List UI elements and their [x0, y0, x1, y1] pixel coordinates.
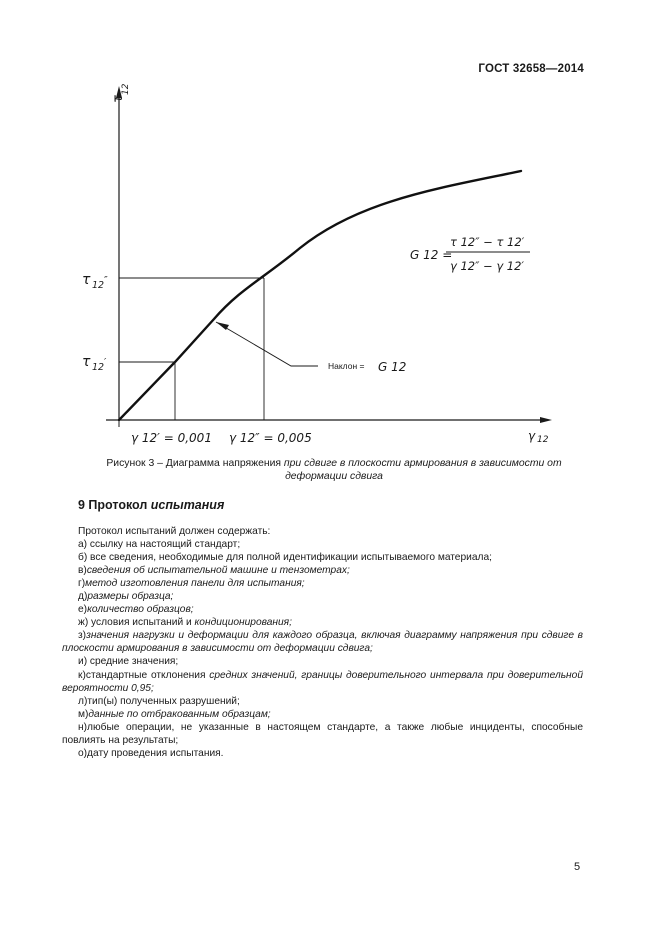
- section-number: 9 Протокол: [78, 498, 151, 512]
- y-axis-label-subscript: 12: [121, 83, 131, 95]
- list-item-z-text: значения нагрузки и деформации для каждого образца, включая диаграмму напряжения при сдвиге в плоскости армирования в зависимости от деформации сдвига;: [62, 630, 583, 655]
- list-item-zh-prefix: ж) условия испытаний и: [78, 617, 195, 629]
- slope-label: Наклон =: [328, 361, 365, 371]
- figure-caption: [60, 457, 608, 483]
- document-standard-number: ГОСТ 32658—2014: [478, 63, 584, 75]
- x-axis-label-subscript: 12: [537, 435, 549, 445]
- y-axis-label: τ: [111, 95, 126, 103]
- list-item-zh-text: кондиционирования;: [194, 617, 292, 629]
- list-item-i: и) средние значения;: [78, 656, 179, 668]
- list-item-g-prefix: г): [78, 578, 86, 590]
- formula-numerator: τ 12″ − τ 12′: [450, 235, 525, 249]
- list-item-k-text: средних значений, границы доверительного интервала при доверительной вероятности 0,95;: [62, 669, 583, 694]
- list-item-e: [62, 603, 583, 616]
- list-item-d-prefix: д): [78, 591, 88, 603]
- tau2-label-subscript: 12: [92, 280, 105, 291]
- list-item-m-prefix: м): [78, 708, 89, 720]
- tau1-label-subscript: 12: [92, 362, 105, 373]
- list-item-e-prefix: е): [78, 604, 88, 616]
- formula-denominator: γ 12″ − γ 12′: [450, 259, 525, 273]
- list-item-a: а) ссылку на настоящий стандарт;: [78, 539, 241, 551]
- section-title-italic: испытания: [150, 498, 225, 512]
- tau2-label-prime: ″: [104, 275, 108, 286]
- list-item-b: б) все сведения, необходимые для полной идентификации испытываемого материала;: [78, 552, 492, 564]
- list-item-m: [62, 708, 583, 721]
- list-item-z: [62, 629, 583, 655]
- x-axis-label: γ: [528, 429, 536, 443]
- list-item-d-text: размеры образца;: [87, 591, 174, 603]
- list-item-v: [62, 564, 583, 577]
- list-item-v-text: сведения об испытательной машине и тензометрах;: [86, 565, 350, 577]
- list-item-g-text: метод изготовления панели для испытания;: [85, 578, 305, 590]
- list-item-g: [62, 577, 583, 590]
- tau2-label: τ: [82, 272, 91, 288]
- list-item-v-prefix: в): [78, 565, 87, 577]
- caption-line2: деформации сдвига: [285, 471, 383, 482]
- list-item-z-prefix: з): [78, 630, 87, 642]
- tau1-label: τ: [82, 354, 91, 370]
- list-item-zh: [62, 616, 583, 629]
- list-item-n: н)любые операции, не указанные в настоящем стандарте, а также любые инциденты, способные повлиять на результаты;: [62, 721, 583, 746]
- caption-prefix: Рисунок 3 – Диаграмма напряжения: [106, 458, 284, 469]
- tau1-label-prime: ′: [104, 357, 107, 368]
- slope-leader-line: [216, 322, 318, 366]
- list-item-o: о)дату проведения испытания.: [78, 747, 224, 759]
- list-item-d: [62, 590, 583, 603]
- list-item-e-text: количество образцов;: [87, 604, 194, 616]
- x-axis-arrow: [540, 417, 552, 423]
- list-item-k: [62, 669, 583, 695]
- gamma1-value-label: γ 12′ = 0,001: [131, 431, 212, 445]
- page-number: 5: [574, 861, 581, 873]
- protocol-intro: Протокол испытаний должен содержать:: [78, 526, 271, 537]
- list-item-m-text: данные по отбракованным образцам;: [88, 708, 271, 720]
- slope-symbol: G 12: [378, 360, 407, 374]
- section-heading: [78, 498, 224, 512]
- caption-italic: при сдвиге в плоскости армирования в зависимости от: [283, 458, 562, 469]
- gamma2-value-label: γ 12″ = 0,005: [229, 431, 312, 445]
- list-item-k-prefix: к)стандартные отклонения: [78, 669, 210, 681]
- list-item-l: л)тип(ы) полученных разрушений;: [78, 695, 240, 707]
- stress-strain-curve: [119, 171, 521, 420]
- formula-left-side: G 12 =: [410, 248, 453, 262]
- protocol-list: [62, 525, 583, 760]
